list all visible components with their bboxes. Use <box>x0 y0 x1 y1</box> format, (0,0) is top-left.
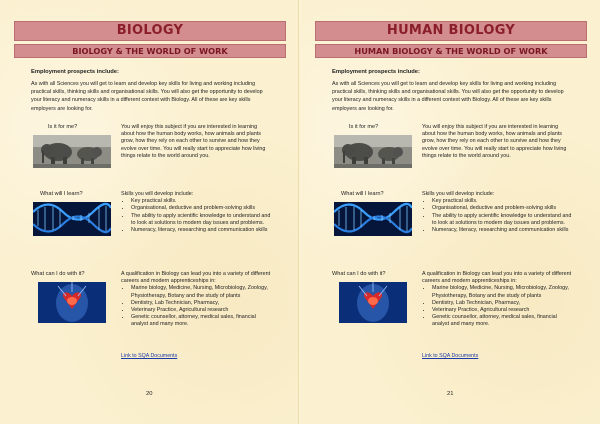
page-number: 20 <box>146 391 153 397</box>
dna-helix-image <box>33 202 111 236</box>
anatomical-heart-image <box>339 282 407 323</box>
sqa-documents-link[interactable]: Link to SQA Documents <box>121 353 178 359</box>
skills-list <box>121 198 271 234</box>
employment-text: As with all Sciences you will get to learn and develop key skills for living and working including practical skills, thinking skills and organisational skills. You will also get the opportunity to develop your literacy and numeracy skills in a different context with Biology. All of these are key skills employers are looking for. <box>31 81 263 112</box>
page-subtitle: BIOLOGY & THE WORLD OF WORK <box>14 44 286 58</box>
list-item: • Numeracy, literacy, researching and communication skills <box>131 227 271 234</box>
question-what-can-i-do: What can I do with it? <box>31 271 85 277</box>
answer-text: You will enjoy this subject if you are interested in learning about how the human body works, how animals and plants grow, how they rely on each other to survive and how they evolve over time. You will really start to appreciate how living things relate to the world around you. <box>121 124 266 159</box>
list-item: • Key practical skills. <box>432 198 572 205</box>
list-item: • Marine biology, Medicine, Nursing, Microbiology, Zoology, Physiotherapy, Botany and the study of plants <box>131 285 271 299</box>
list-item: • Dentistry, Lab Technician, Pharmacy, <box>131 300 271 307</box>
answer-text: You will enjoy this subject if you are interested in learning about how the human body works, how animals and plants grow, how they rely on each other to survive and how they evolve over time. You will really start to appreciate how living things relate to the world around you. <box>422 124 567 159</box>
list-item: • Veterinary Practice, Agricultural research <box>131 307 271 314</box>
elephant-photo <box>33 135 111 168</box>
list-item: • Organisational, deductive and problem-solving skills <box>432 205 572 212</box>
answer-intro: Skills you will develop include: <box>121 191 194 197</box>
list-item: • Organisational, deductive and problem-solving skills <box>131 205 271 212</box>
answer-is-it-for-me <box>422 124 572 160</box>
list-item: • Key practical skills. <box>131 198 271 205</box>
answer-what-can-i-do <box>422 271 572 329</box>
answer-what-will-i-learn <box>121 191 271 234</box>
list-item: • The ability to apply scientific knowledge to understand and to look at solutions to modern day issues and problems. <box>432 213 572 227</box>
page-number: 21 <box>447 391 454 397</box>
question-is-it-for-me: Is it for me? <box>48 124 78 130</box>
answer-is-it-for-me <box>121 124 271 160</box>
skills-list <box>422 198 572 234</box>
answer-intro: A qualification in Biology can lead you into a variety of different careers and modern apprenticeships in: <box>121 271 271 285</box>
page-subtitle: HUMAN BIOLOGY & THE WORLD OF WORK <box>315 44 587 58</box>
page-title: HUMAN BIOLOGY <box>315 21 587 41</box>
elephant-photo <box>334 135 412 168</box>
list-item: • Numeracy, literacy, researching and communication skills <box>432 227 572 234</box>
sqa-documents-link[interactable]: Link to SQA Documents <box>422 353 479 359</box>
answer-intro: A qualification in Biology can lead you into a variety of different careers and modern apprenticeships in: <box>422 271 572 285</box>
careers-list <box>121 285 271 328</box>
dna-helix-image <box>334 202 412 236</box>
page-title: BIOLOGY <box>14 21 286 41</box>
careers-list <box>422 285 572 328</box>
employment-heading: Employment prospects include: <box>31 69 119 75</box>
question-what-can-i-do: What can I do with it? <box>332 271 386 277</box>
page-left <box>0 0 299 424</box>
employment-text: As with all Sciences you will get to learn and develop key skills for living and working including practical skills, thinking skills and organisational skills. You will also get the opportunity to develop your literacy and numeracy skills in a different context with Biology. All of these are key skills employers are looking for. <box>332 81 564 112</box>
list-item: • Genetic counsellor, attorney, medical sales, financial analyst and many more. <box>131 314 271 328</box>
question-what-will-i-learn: What will I learn? <box>341 191 384 197</box>
question-what-will-i-learn: What will I learn? <box>40 191 83 197</box>
list-item: • Genetic counsellor, attorney, medical sales, financial analyst and many more. <box>432 314 572 328</box>
employment-heading: Employment prospects include: <box>332 69 420 75</box>
list-item: • Dentistry, Lab Technician, Pharmacy, <box>432 300 572 307</box>
list-item: • The ability to apply scientific knowledge to understand and to look at solutions to modern day issues and problems. <box>131 213 271 227</box>
page-right <box>301 0 600 424</box>
list-item: • Veterinary Practice, Agricultural research <box>432 307 572 314</box>
answer-what-can-i-do <box>121 271 271 329</box>
answer-what-will-i-learn <box>422 191 572 234</box>
question-is-it-for-me: Is it for me? <box>349 124 379 130</box>
list-item: • Marine biology, Medicine, Nursing, Microbiology, Zoology, Physiotherapy, Botany and the study of plants <box>432 285 572 299</box>
answer-intro: Skills you will develop include: <box>422 191 495 197</box>
anatomical-heart-image <box>38 282 106 323</box>
